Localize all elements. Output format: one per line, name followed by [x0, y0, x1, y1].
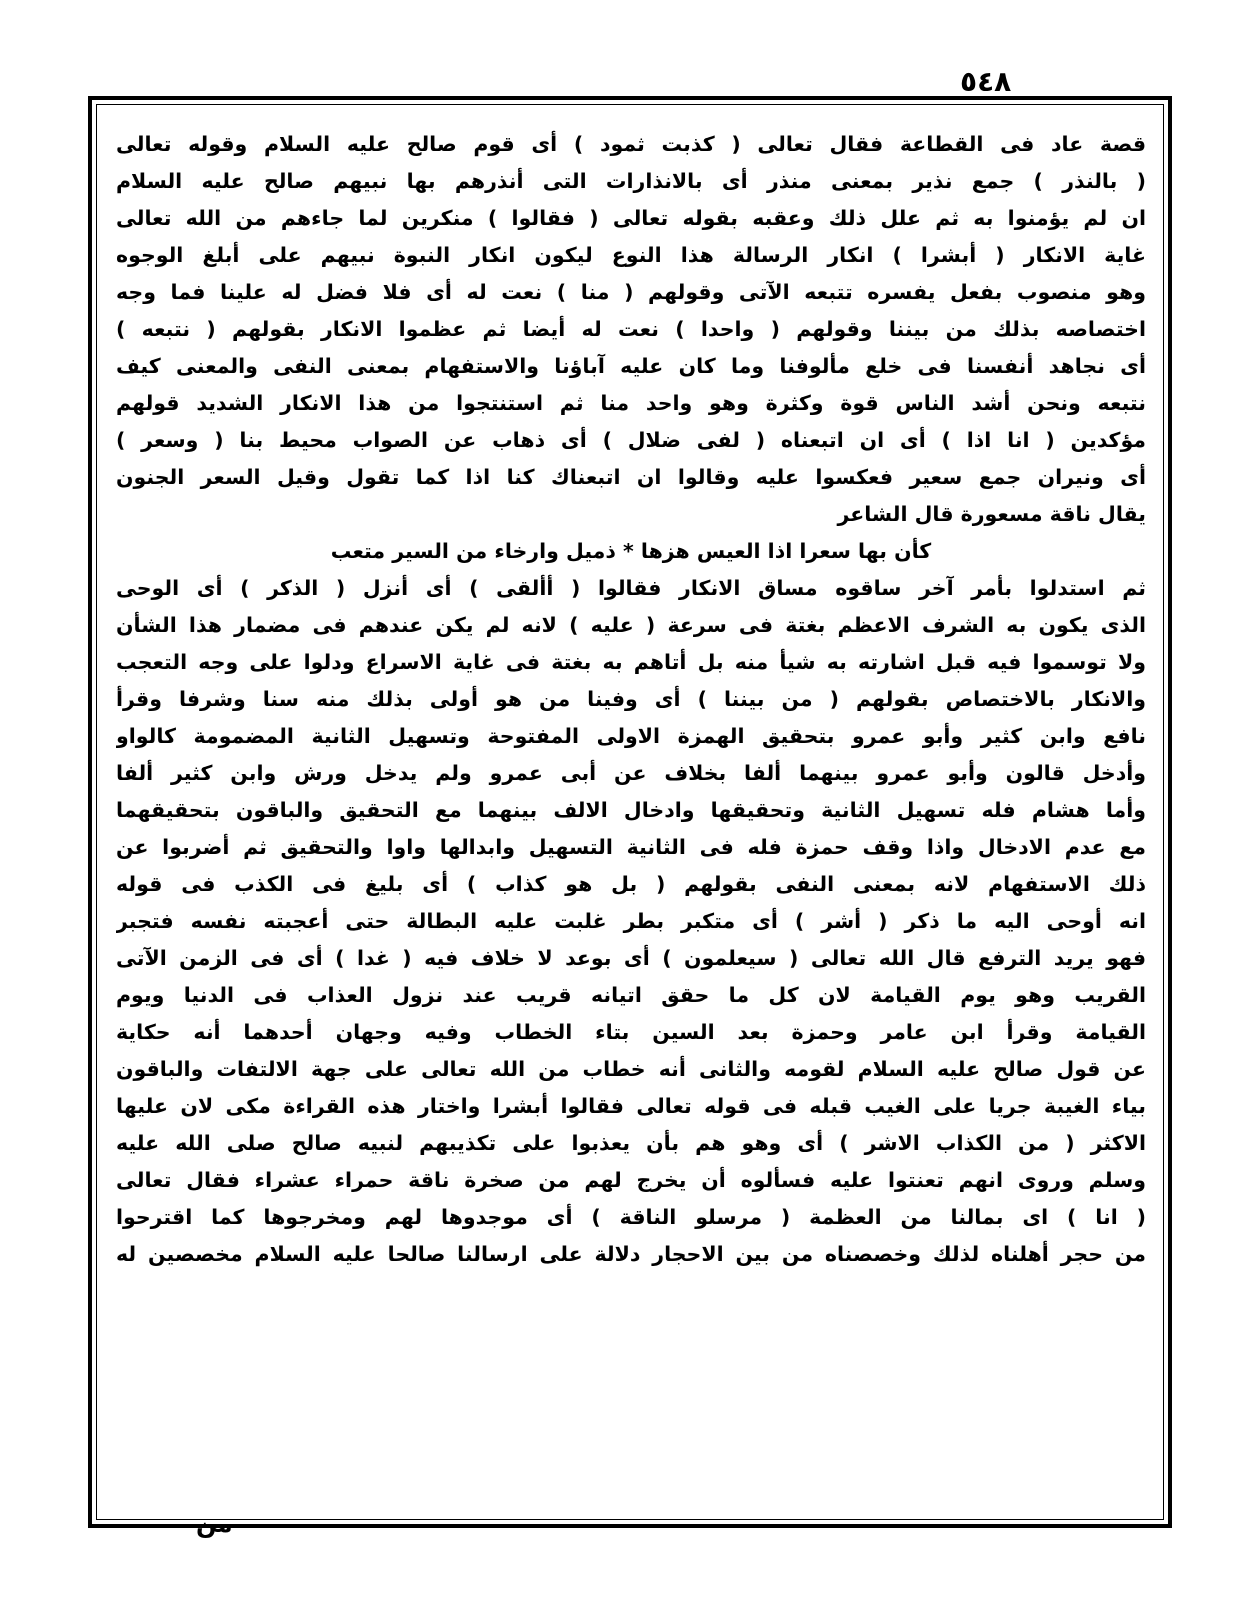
- text-line: ( بالنذر ) جمع نذير بمعنى منذر أى بالانذارات التى أنذرهم بها نبيهم صالح عليه السلام: [116, 169, 1146, 193]
- text-line: غاية الانكار ( أبشرا ) انكار الرسالة هذا النوع ليكون انكار النبوة نبيهم على أبلغ الوجوه: [116, 243, 1146, 267]
- text-line: ولا توسموا فيه قبل اشارته به شيأ منه بل أتاهم به بغتة فى غاية الاسراع ودلوا على وجه التعجب: [116, 650, 1146, 674]
- text-line: الاكثر ( من الكذاب الاشر ) أى وهو هم بأن يعذبوا على تكذيبهم لنبيه صالح صلى الله عليه: [116, 1131, 1146, 1155]
- text-line: القيامة وقرأ ابن عامر وحمزة بعد السين بتاء الخطاب وفيه وجهان أحدهما أنه حكاية: [116, 1020, 1146, 1044]
- text-line: بياء الغيبة جريا على الغيب قبله فى قوله تعالى فقالوا أبشرا واختار هذه القراءة مكى لان عليها: [116, 1094, 1146, 1118]
- text-line: ذلك الاستفهام لانه بمعنى النفى بقولهم ( بل هو كذاب ) أى بليغ فى الكذب فى قوله: [116, 872, 1146, 896]
- text-line: ان لم يؤمنوا به ثم علل ذلك وعقبه بقوله تعالى ( فقالوا ) منكرين لما جاءهم من الله تعالى: [116, 206, 1146, 230]
- text-line: أى نجاهد أنفسنا فى خلع مألوفنا وما كان عليه آباؤنا والاستفهام بمعنى النفى والمعنى كيف: [116, 354, 1146, 378]
- text-line: أى ونيران جمع سعير فعكسوا عليه وقالوا ان اتبعناك كنا اذا كما تقول وقيل السعر الجنون: [116, 465, 1146, 489]
- text-line: الذى يكون به الشرف الاعظم بغتة فى سرعة ( عليه ) لانه لم يكن عندهم فى مضمار هذا الشأن: [116, 613, 1146, 637]
- text-line: وأما هشام فله تسهيل الثانية وتحقيقها وادخال الالف بينهما مع التحقيق والباقون بتحقيقهما: [116, 798, 1146, 822]
- poetry-verse: كأن بها سعرا اذا العيس هزها * ذميل وارخاء من السير متعب: [330, 539, 932, 563]
- text-line: مع عدم الادخال واذا وقف حمزة فله فى الثانية التسهيل وابدالها واوا والتحقيق ثم أضربوا عن: [116, 835, 1146, 859]
- text-line: وأدخل قالون وأبو عمرو بينهما ألفا بخلاف عن أبى عمرو ولم يدخل ورش وابن كثير ألفا: [116, 761, 1146, 785]
- text-line: فهو يريد الترفع قال الله تعالى ( سيعلمون ) أى بوعد لا خلاف فيه ( غدا ) أى فى الزمن الآتى: [116, 946, 1146, 970]
- text-body: [116, 126, 1146, 1506]
- text-line: انه أوحى اليه ما ذكر ( أشر ) أى متكبر بطر غلبت عليه البطالة حتى أعجبته نفسه فتجبر: [116, 909, 1146, 933]
- catchword: من: [196, 1510, 233, 1538]
- text-line: القريب وهو يوم القيامة لان كل ما حقق اتيانه قريب عند نزول العذاب فى الدنيا ويوم: [116, 983, 1146, 1007]
- text-line: اختصاصه بذلك من بيننا وقولهم ( واحدا ) نعت له أيضا ثم عظموا الانكار بقولهم ( نتبعه ): [116, 317, 1146, 341]
- text-line: عن قول صالح عليه السلام لقومه والثانى أنه خطاب من الله تعالى على جهة الالتفات والباقون: [116, 1057, 1146, 1081]
- text-line: يقال ناقة مسعورة قال الشاعر: [837, 502, 1146, 526]
- text-line: والانكار بالاختصاص بقولهم ( من بيننا ) أى وفينا من هو أولى بذلك منه سنا وشرفا وقرأ: [116, 687, 1146, 711]
- text-line: وسلم وروى انهم تعنتوا عليه فسألوه أن يخرج لهم من صخرة ناقة حمراء عشراء فقال تعالى: [116, 1168, 1146, 1192]
- text-line: ثم استدلوا بأمر آخر ساقوه مساق الانكار فقالوا ( أألقى ) أى أنزل ( الذكر ) أى الوحى: [116, 576, 1146, 600]
- text-line: وهو منصوب بفعل يفسره تتبعه الآتى وقولهم ( منا ) نعت له أى فلا فضل له علينا فما وجه: [116, 280, 1146, 304]
- text-line: نتبعه ونحن أشد الناس قوة وكثرة وهو واحد منا ثم استنتجوا من هذا الانكار الشديد قولهم: [116, 391, 1146, 415]
- text-line: قصة عاد فى القطاعة فقال تعالى ( كذبت ثمود ) أى قوم صالح عليه السلام وقوله تعالى: [116, 132, 1146, 156]
- text-line: مؤكدين ( انا اذا ) أى ان اتبعناه ( لفى ضلال ) أى ذهاب عن الصواب محيط بنا ( وسعر ): [116, 428, 1146, 452]
- text-line: ( انا ) اى بمالنا من العظمة ( مرسلو الناقة ) أى موجدوها لهم ومخرجوها كما اقترحوا: [116, 1205, 1146, 1229]
- text-line: نافع وابن كثير وأبو عمرو بتحقيق الهمزة الاولى المفتوحة وتسهيل الثانية المضمومة كالواو: [116, 724, 1146, 748]
- text-line: من حجر أهلناه لذلك وخصصناه من بين الاحجار دلالة على ارسالنا صالحا عليه السلام مخصصين له: [116, 1242, 1146, 1266]
- page-number: ٥٤٨: [960, 65, 1012, 98]
